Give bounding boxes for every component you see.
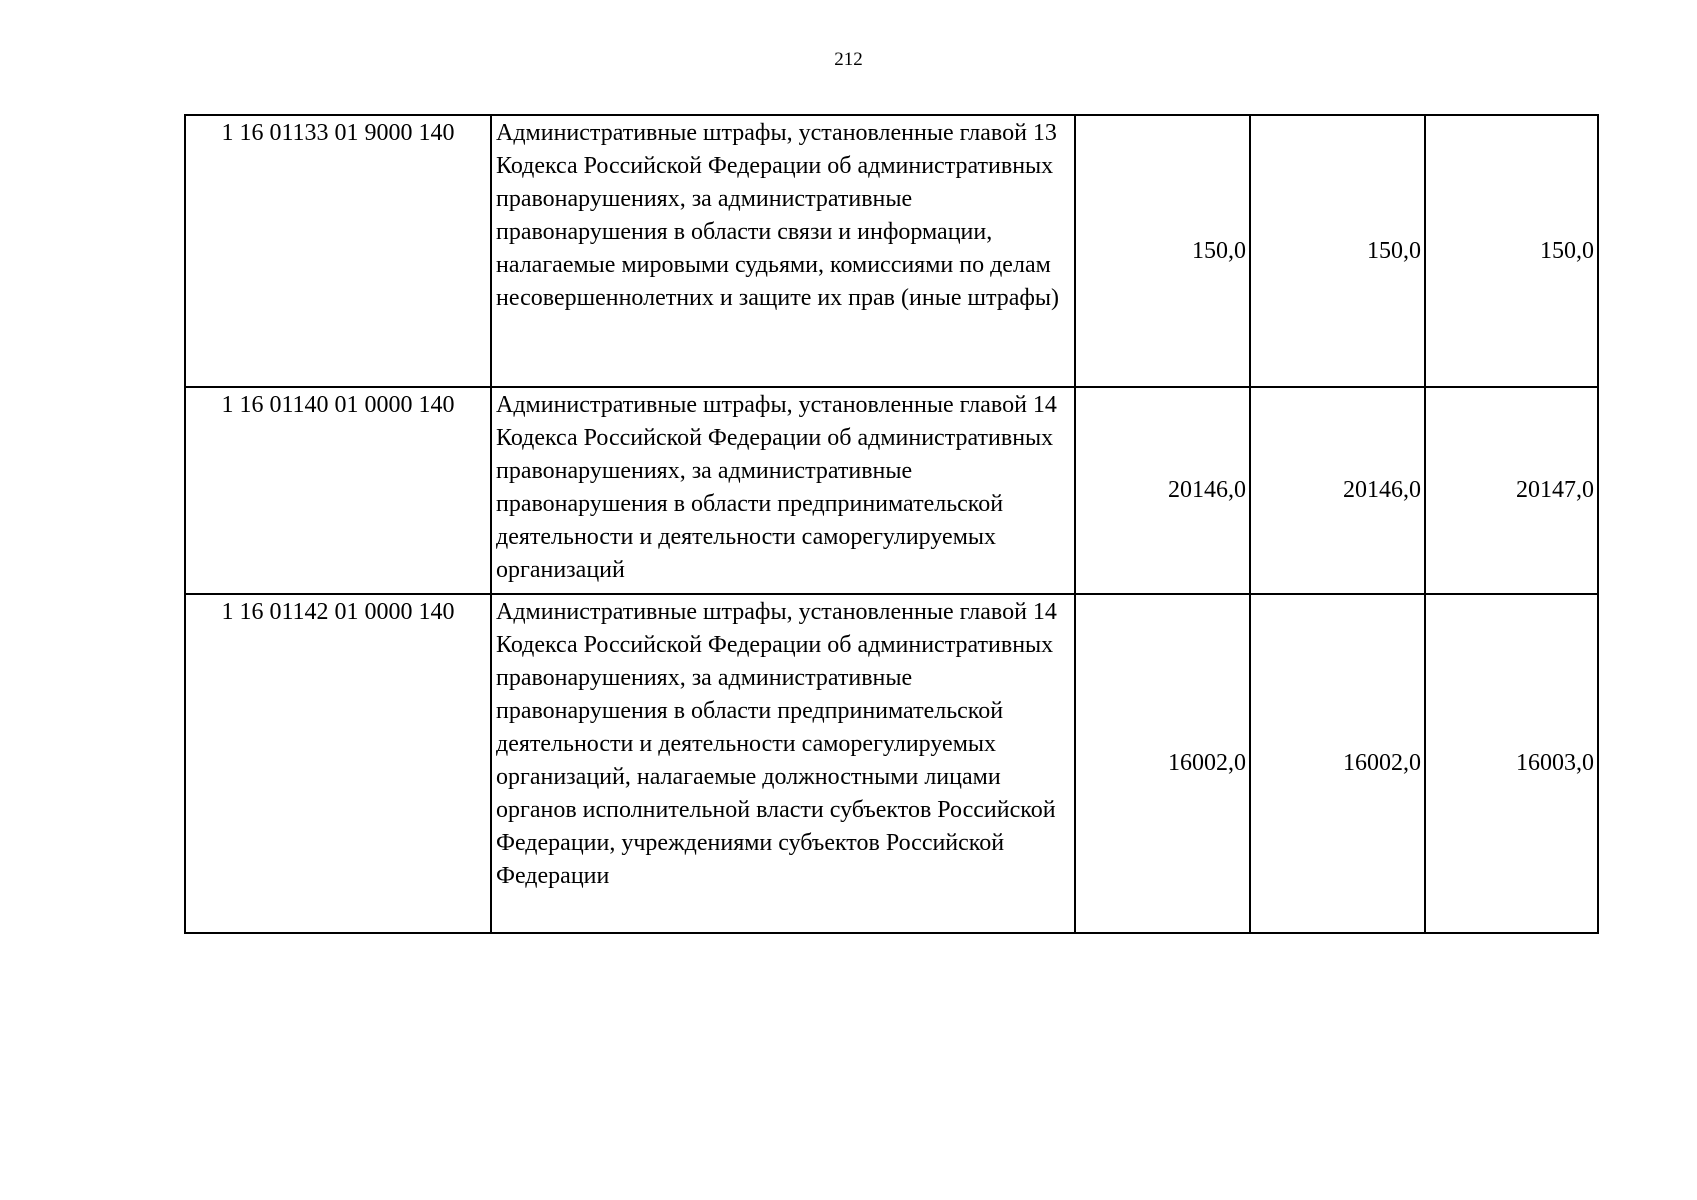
page-number: 212	[834, 49, 863, 70]
budget-code-cell: 1 16 01142 01 0000 140	[185, 594, 491, 933]
description-cell: Административные штрафы, установленные главой 14 Кодекса Российской Федерации об административных правонарушениях, за административные правонарушения в области предпринимательской деятельности и деятельности саморегулируемых организаций	[491, 387, 1075, 594]
amount-cell-year-3: 20147,0	[1425, 387, 1598, 594]
revenue-table	[184, 114, 1599, 934]
amount-cell-year-1: 150,0	[1075, 115, 1250, 387]
amount-cell-year-2: 150,0	[1250, 115, 1425, 387]
amount-cell-year-2: 20146,0	[1250, 387, 1425, 594]
amount-cell-year-1: 16002,0	[1075, 594, 1250, 933]
budget-code-cell: 1 16 01140 01 0000 140	[185, 387, 491, 594]
table-row	[185, 594, 1598, 933]
table-row	[185, 387, 1598, 594]
amount-cell-year-2: 16002,0	[1250, 594, 1425, 933]
description-cell: Административные штрафы, установленные главой 13 Кодекса Российской Федерации об административных правонарушениях, за административные правонарушения в области связи и информации, налагаемые мировыми судьями, комиссиями по делам несовершеннолетних и защите их прав (иные штрафы)	[491, 115, 1075, 387]
amount-cell-year-3: 16003,0	[1425, 594, 1598, 933]
amount-cell-year-1: 20146,0	[1075, 387, 1250, 594]
description-cell: Административные штрафы, установленные главой 14 Кодекса Российской Федерации об административных правонарушениях, за административные правонарушения в области предпринимательской деятельности и деятельности саморегулируемых организаций, налагаемые должностными лицами органов исполнительной власти субъектов Российской Федерации, учреждениями субъектов Российской Федерации	[491, 594, 1075, 933]
budget-code-cell: 1 16 01133 01 9000 140	[185, 115, 491, 387]
table-row	[185, 115, 1598, 387]
amount-cell-year-3: 150,0	[1425, 115, 1598, 387]
